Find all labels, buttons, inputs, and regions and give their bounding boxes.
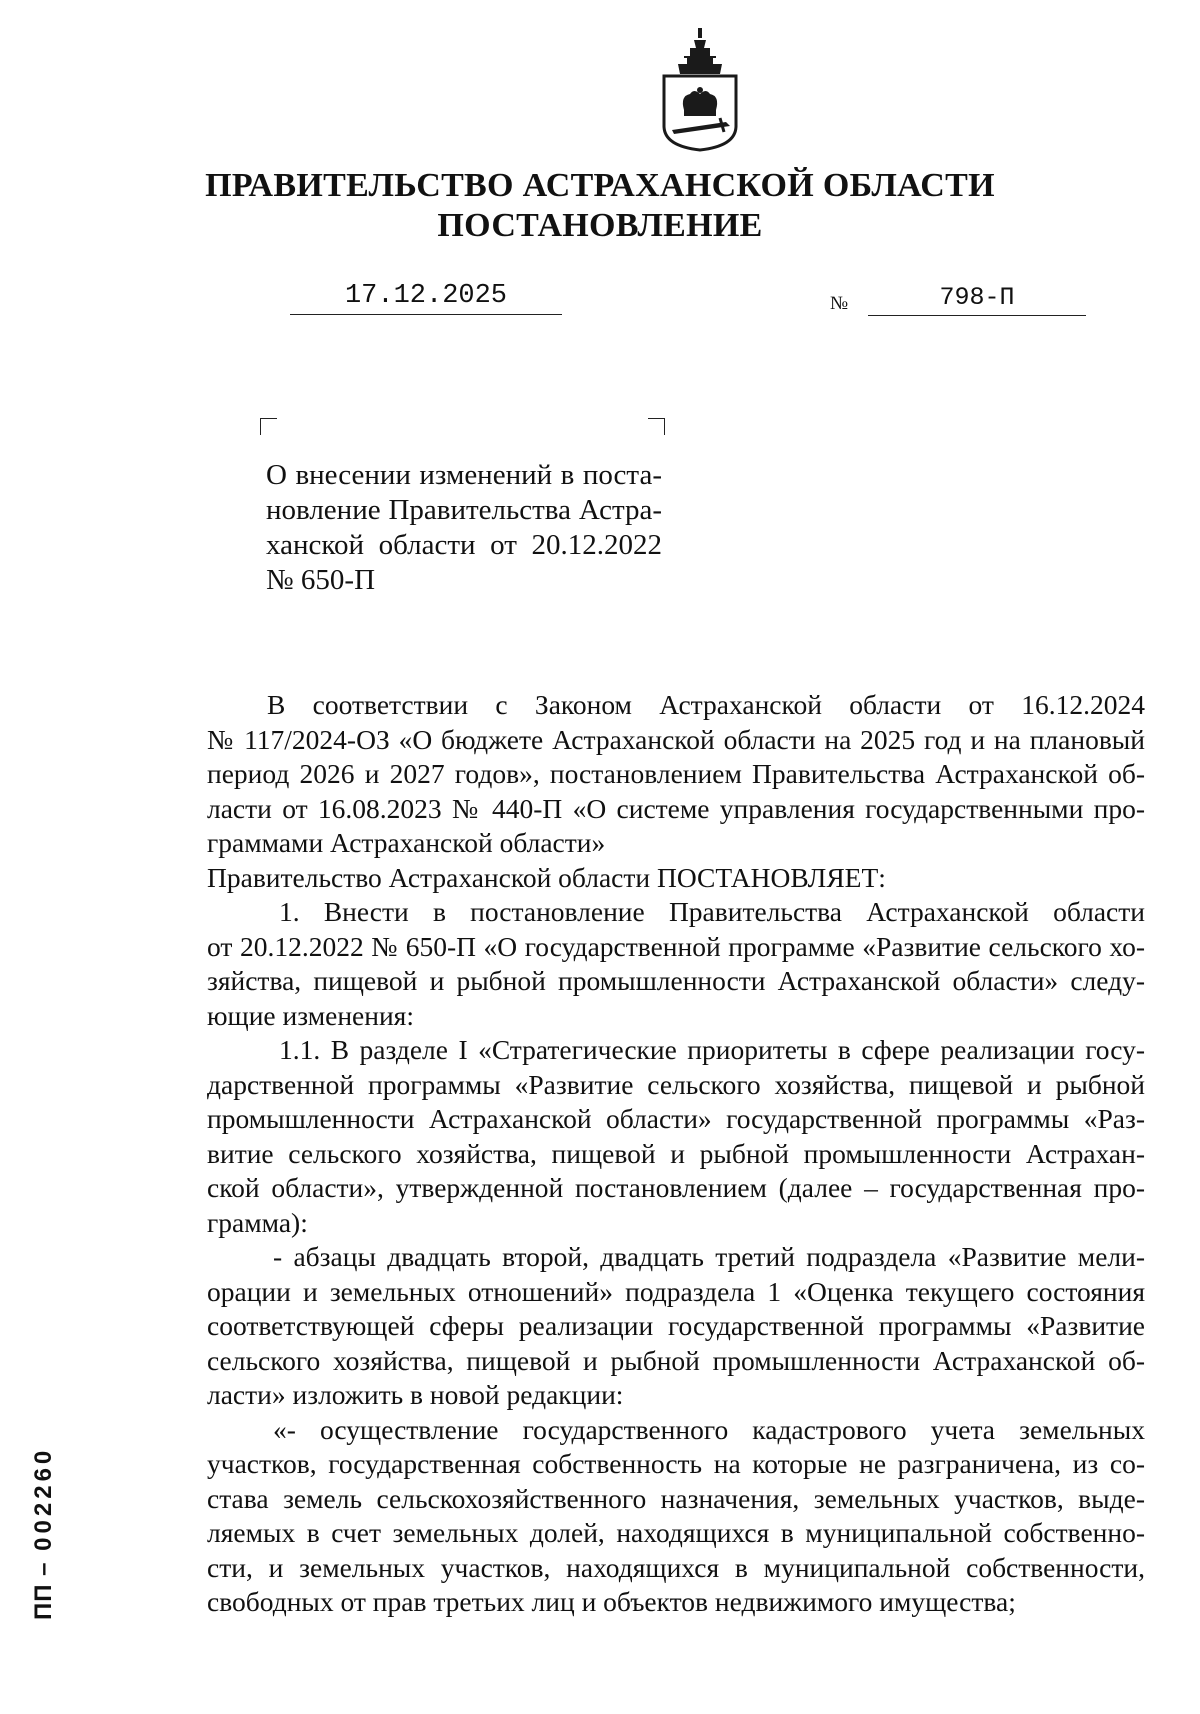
body-line: орации и земельных отношений» подраздела 1 «Оценка текущего состояния — [207, 1275, 1145, 1307]
document-type: ПОСТАНОВЛЕНИЕ — [437, 207, 763, 244]
body-line: ющие изменения: — [207, 999, 414, 1031]
body-line: ласти» изложить в новой редакции: — [207, 1379, 624, 1410]
body-line: витие сельского хозяйства, пищевой и рыбной промышленности Астрахан- — [207, 1137, 1145, 1169]
body-line: ской области», утвержденной постановлением (далее – государственная про- — [207, 1172, 1145, 1203]
document-date: 17.12.2025 — [290, 280, 562, 315]
document-number: 798-П — [868, 283, 1086, 316]
astrakhan-region-coat-of-arms-icon — [650, 26, 750, 154]
body-line: промышленности Астраханской области» государственной программы «Раз- — [207, 1103, 1145, 1134]
body-line: Правительство Астраханской области ПОСТАНОВЛЯЕТ: — [207, 861, 886, 893]
body-line: соответствующей сферы реализации государственной программы «Развитие — [207, 1310, 1145, 1341]
body-line: ласти от 16.08.2023 № 440-П «О системе управления государственными про- — [207, 792, 1145, 824]
body-line: 1. Внести в постановление Правительства Астраханской области — [279, 896, 1145, 927]
document-subject — [266, 458, 662, 598]
body-line: сти, и земельных участков, находящихся в муниципальной собственности, — [207, 1551, 1145, 1583]
body-line: зяйства, пищевой и рыбной промышленности Астраханской области» следу- — [207, 965, 1145, 996]
subject-line: новление Правительства Астра- — [266, 494, 662, 526]
body-line: период 2026 и 2027 годов», постановлением Правительства Астраханской об- — [207, 758, 1145, 789]
body-line: от 20.12.2022 № 650-П «О государственной программе «Развитие сельского хо- — [207, 930, 1145, 962]
subject-line: ханской области от 20.12.2022 — [266, 529, 662, 561]
subject-line: № 650-П — [266, 564, 376, 596]
body-line: В соответствии с Законом Астраханской области от 16.12.2024 — [267, 689, 1145, 720]
number-sign: № — [830, 293, 849, 314]
serial-stamp — [30, 1447, 58, 1620]
stamp-series: ПП – — [30, 1561, 57, 1620]
body-line: - абзацы двадцать второй, двадцать третий подраздела «Развитие мели- — [273, 1241, 1145, 1272]
body-line: свободных от прав третьих лиц и объектов недвижимого имущества; — [207, 1586, 1016, 1617]
subject-corner-right — [648, 418, 665, 435]
body-line: става земель сельскохозяйственного назначения, земельных участков, выде- — [207, 1482, 1145, 1514]
subject-line: О внесении изменений в поста- — [266, 459, 662, 491]
body-line: дарственной программы «Развитие сельского хозяйства, пищевой и рыбной — [207, 1068, 1145, 1100]
body-line: граммами Астраханской области» — [207, 827, 606, 858]
body-line: участков, государственная собственность на которые не разграничена, из со- — [207, 1448, 1145, 1479]
subject-corner-left — [260, 418, 277, 435]
stamp-serial: 002260 — [30, 1446, 57, 1551]
body-line: ляемых в счет земельных долей, находящихся в муниципальной собственно- — [207, 1517, 1145, 1548]
body-line: сельского хозяйства, пищевой и рыбной промышленности Астраханской об- — [207, 1344, 1145, 1376]
body-line: 1.1. В разделе I «Стратегические приоритеты в сфере реализации госу- — [279, 1034, 1145, 1065]
government-title: ПРАВИТЕЛЬСТВО АСТРАХАНСКОЙ ОБЛАСТИ — [205, 167, 995, 204]
body-line: № 117/2024-ОЗ «О бюджете Астраханской области на 2025 год и на плановый — [207, 723, 1145, 755]
document-header — [0, 166, 1200, 246]
body-line: грамма): — [207, 1206, 308, 1238]
body-line: «- осуществление государственного кадастрового учета земельных — [273, 1413, 1145, 1445]
document-body — [207, 688, 1145, 1620]
